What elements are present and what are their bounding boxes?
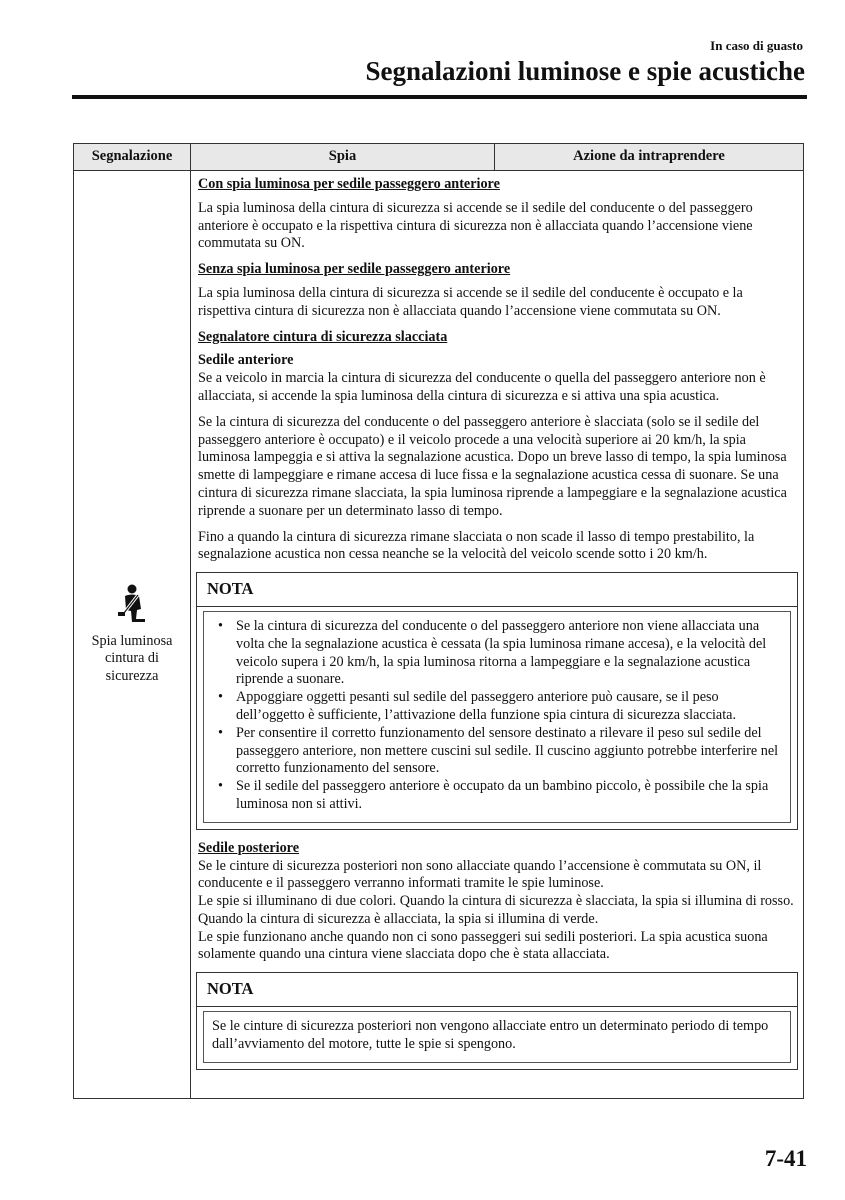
paragraph: La spia luminosa della cintura di sicurezza si accende se il sedile del conducente è occupato e la rispettiva cintura di sicurezza non è allacciata quando l’accensione viene commutata su ON. xyxy=(198,284,743,319)
paragraph: Se la cintura di sicurezza del conducente o del passeggero anteriore è slacciata (solo se il sedile del passeggero anteriore è occupato) e il veicolo procede a una velocità superiore ai 20 km/h, la spia luminosa lampeggia e si attiva la segnalazione acustica. Dopo un breve lasso di tempo, la spia luminosa smette di lampeggiare e rimane accesa di luce fissa e la segnalazione acustica cessa di suonare. Se una cintura di sicurezza rimane slacciata, la spia luminosa riprende a lampeggiare e la segnalazione acustica riprende a suonare per un determinato lasso di tempo. xyxy=(198,413,787,519)
content-cell xyxy=(191,171,804,1099)
column-header-spia: Spia xyxy=(191,144,495,171)
list-item: • Per consentire il corretto funzionamento del sensore destinato a rilevare il peso sul sedile del passeggero anteriore, non mettere cuscini sul sedile. Il cuscino aggiunto potrebbe interferire nel corretto funzionamento del sensore. xyxy=(212,725,782,778)
paragraph: Se le cinture di sicurezza posteriori non sono allacciate quando l’accensione è commutata su ON, il conducente e il passeggero verranno informati tramite le spie luminose. xyxy=(198,857,762,892)
subheading-with-passenger-light: Con spia luminosa per sedile passeggero anteriore xyxy=(198,176,500,192)
paragraph: Le spie funzionano anche quando non ci sono passeggeri sui sedili posteriori. La spia acustica suona solamente quando una cintura viene slacciata dopo che è stata allacciata. xyxy=(198,928,768,963)
note-title: NOTA xyxy=(197,573,797,607)
list-item: • Se la cintura di sicurezza del conducente o del passeggero anteriore non viene allacciata una volta che la segnalazione acustica è cessata (la spia luminosa rimane accesa), e la velocità del veicolo supera i 20 km/h, la spia luminosa ritorna a lampeggiare e la segnalazione acustica riprende a suonare. xyxy=(212,618,782,689)
page-number: 7-41 xyxy=(764,1146,807,1171)
list-item: • Appoggiare oggetti pesanti sul sedile del passeggero anteriore può causare, se il peso dell’oggetto è sufficiente, l’attivazione della funzione spia cintura di sicurezza slacciata. xyxy=(212,689,782,725)
signal-label-line: sicurezza xyxy=(105,668,159,685)
table-row xyxy=(74,171,804,1099)
signal-label xyxy=(78,633,186,686)
paragraph: Fino a quando la cintura di sicurezza rimane slacciata o non scade il lasso di tempo prestabilito, la segnalazione acustica non cessa neanche se la velocità del veicolo scende sotto i 20 km/h. xyxy=(198,528,755,563)
seatbelt-warning-icon xyxy=(114,583,150,623)
note-box xyxy=(196,972,798,1069)
note-box xyxy=(196,572,798,830)
list-item: • Se il sedile del passeggero anteriore è occupato da un bambino piccolo, è possibile che la spia luminosa non si attivi. xyxy=(212,778,782,814)
signal-label-line: cintura di xyxy=(105,650,159,667)
paragraph: La spia luminosa della cintura di sicurezza si accende se il sedile del conducente o del passeggero anteriore è occupato e la rispettiva cintura di sicurezza non è allacciata quando l’accensione viene commutata su ON. xyxy=(198,199,753,252)
note-body xyxy=(203,1011,791,1063)
note-body xyxy=(203,611,791,823)
paragraph: Se a veicolo in marcia la cintura di sicurezza del conducente o quella del passeggero anteriore non è allacciata, si accende la spia luminosa della cintura di sicurezza e si attiva una spia acustica. xyxy=(198,370,766,404)
paragraph: Le spie si illuminano di due colori. Quando la cintura di sicurezza è slacciata, la spia si illumina di rosso. Quando la cintura di sicurezza è allacciata, la spia si illumina di verde. xyxy=(198,893,794,927)
signal-label-line: Spia luminosa xyxy=(91,632,173,649)
page-title: Segnalazioni luminose e spie acustiche xyxy=(365,56,805,86)
subheading-rear-seat: Sedile posteriore xyxy=(198,839,300,856)
signal-cell xyxy=(74,171,191,1099)
subheading-front-seat: Sedile anteriore xyxy=(198,352,294,369)
section-label: In caso di guasto xyxy=(710,38,803,53)
subheading-unfastened-belt-warning: Segnalatore cintura di sicurezza slacciata xyxy=(198,328,448,345)
table-header-row xyxy=(74,144,804,171)
title-rule xyxy=(72,95,807,99)
column-header-azione: Azione da intraprendere xyxy=(495,144,804,171)
note-list xyxy=(212,618,782,814)
subheading-without-passenger-light: Senza spia luminosa per sedile passeggero anteriore xyxy=(198,261,511,278)
note-text: Se le cinture di sicurezza posteriori non vengono allacciate entro un determinato periodo di tempo dall’avviamento del motore, tutte le spie si spengono. xyxy=(212,1018,769,1052)
warning-table xyxy=(73,143,804,1099)
note-title: NOTA xyxy=(197,973,797,1007)
column-header-segnalazione: Segnalazione xyxy=(74,144,191,171)
